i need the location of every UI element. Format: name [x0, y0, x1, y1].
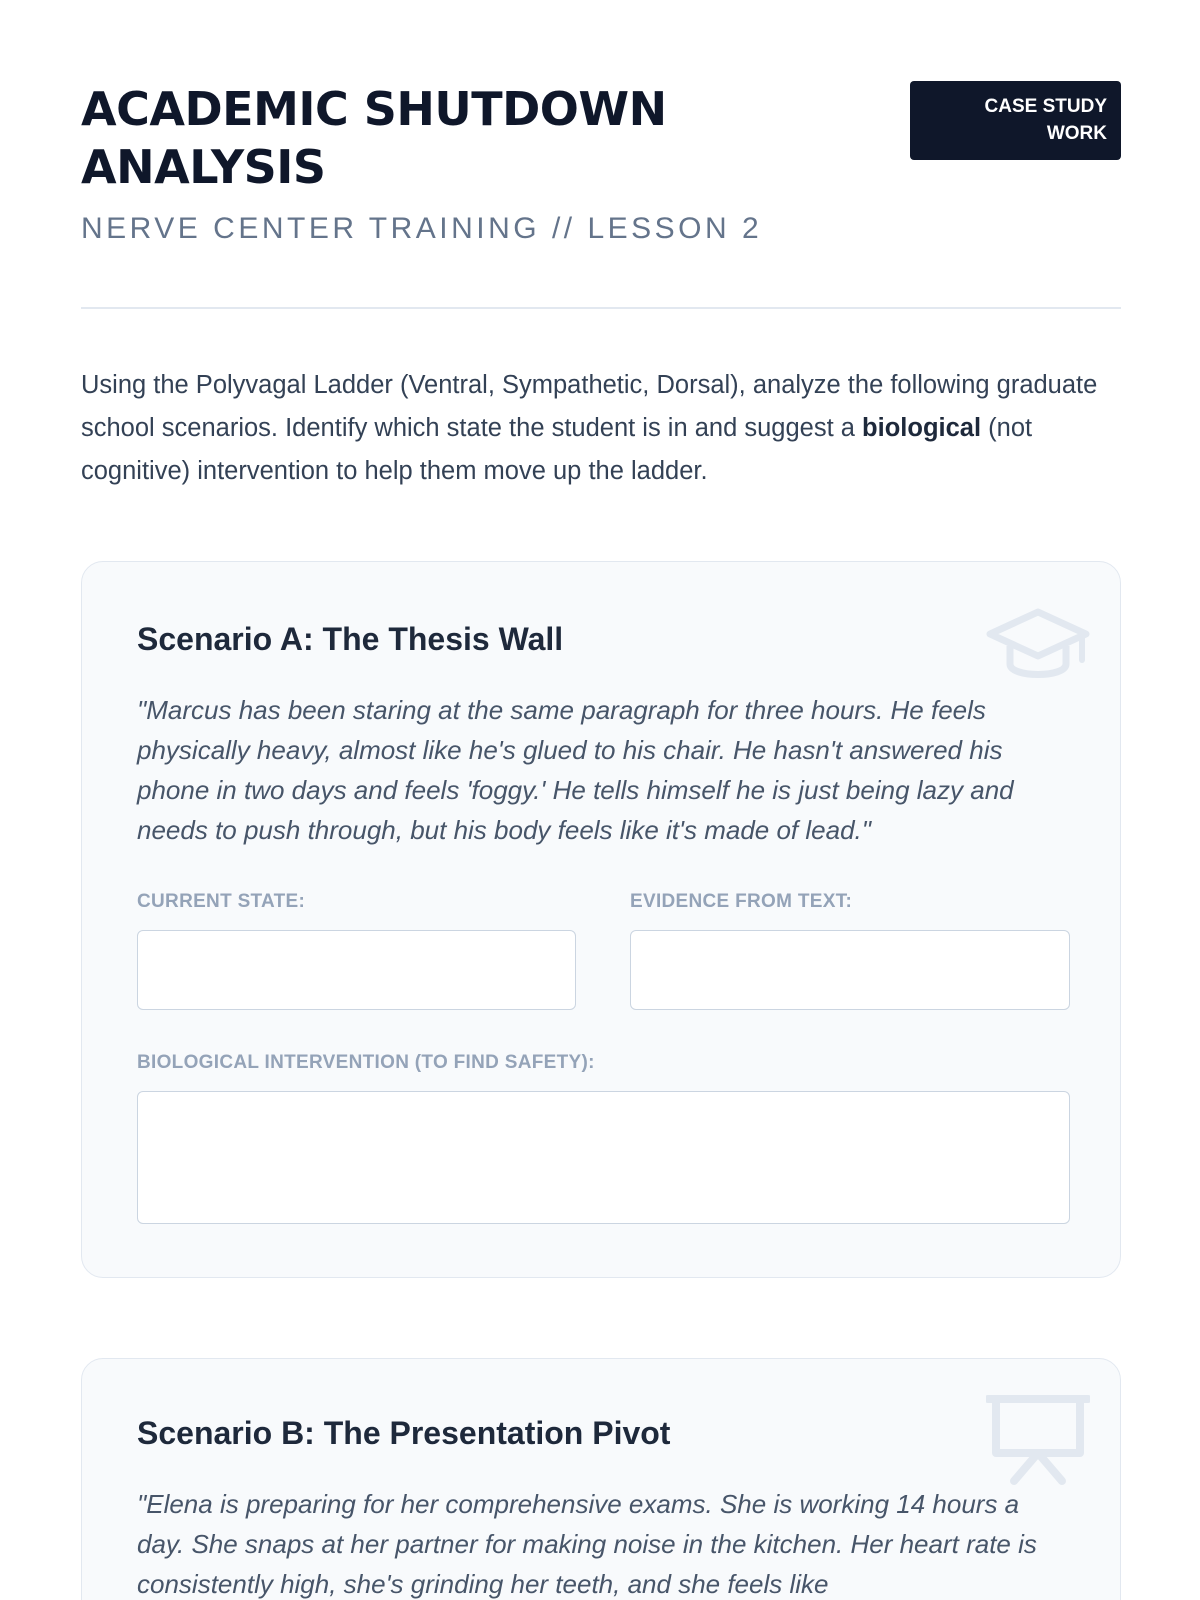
page-title: ACADEMIC SHUTDOWN ANALYSIS — [81, 82, 667, 194]
intervention-label: BIOLOGICAL INTERVENTION (TO FIND SAFETY): — [137, 1052, 595, 1073]
header-divider — [81, 307, 1121, 309]
scenario-title: Scenario B: The Presentation Pivot — [137, 1415, 671, 1451]
scenario-card-a — [81, 561, 1121, 1278]
scenario-quote: "Marcus has been staring at the same paragraph for three hours. He feels physically heavy, almost like he's glued to his chair. He hasn't answered his phone in two days and feels 'foggy.' He tells himself he is just being lazy and needs to push through, but his body feels like it's made of lead." — [137, 695, 1014, 845]
intro-text-after: (not cognitive) intervention to help them move up the ladder. — [81, 414, 1033, 485]
case-study-badge — [910, 81, 1121, 160]
badge-line-1: CASE STUDY — [984, 96, 1107, 117]
presentation-board-icon — [986, 1393, 1090, 1489]
scenario-title: Scenario A: The Thesis Wall — [137, 621, 564, 657]
current-state-label: CURRENT STATE: — [137, 891, 306, 912]
current-state-input[interactable] — [137, 930, 576, 1010]
page-subtitle: NERVE CENTER TRAINING // LESSON 2 — [81, 212, 763, 245]
intro-bold-word: biological — [862, 414, 982, 442]
badge-line-2: WORK — [1046, 123, 1107, 144]
evidence-input[interactable] — [630, 930, 1070, 1010]
graduation-cap-icon — [986, 606, 1090, 684]
intro-text-before: Using the Polyvagal Ladder (Ventral, Sympathetic, Dorsal), analyze the following graduate school scenarios. Identify which state the student is in and suggest a — [81, 371, 1098, 442]
intervention-input[interactable] — [137, 1091, 1070, 1224]
scenario-quote: "Elena is preparing for her comprehensive exams. She is working 14 hours a day. She snaps at her partner for making noise in the kitchen. Her heart rate is consistently high, she's grinding her teeth, and she feels like — [137, 1489, 1037, 1599]
evidence-label: EVIDENCE FROM TEXT: — [630, 891, 853, 912]
page-header — [81, 80, 1121, 310]
intro-paragraph — [81, 364, 1121, 493]
scenario-card-b — [81, 1358, 1121, 1600]
